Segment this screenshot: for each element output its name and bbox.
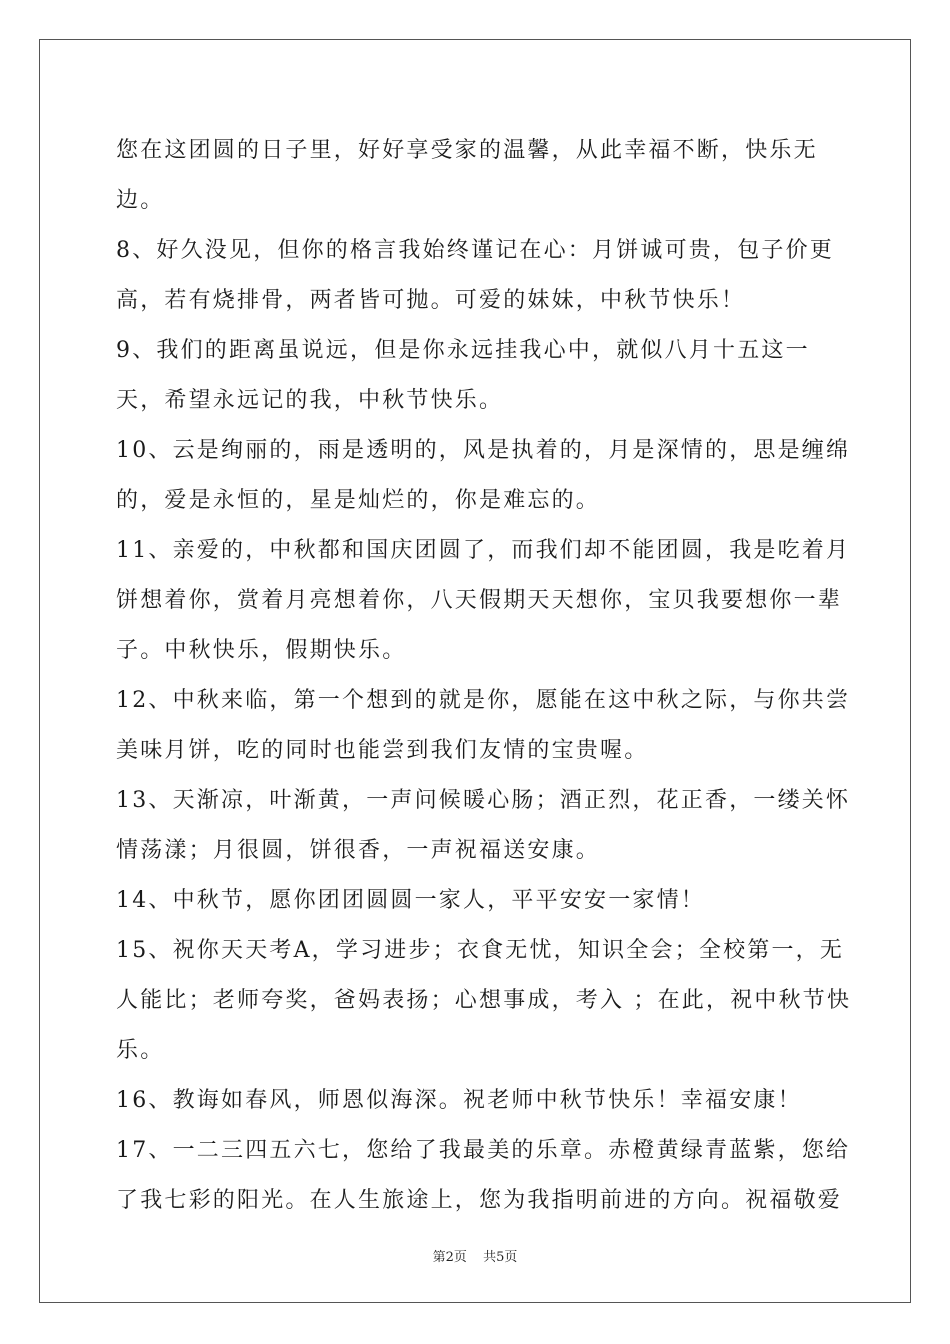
total-page-count: 共5页	[483, 1250, 518, 1265]
paragraph: 16、教诲如春风，师恩似海深。祝老师中秋节快乐！幸福安康！	[116, 1088, 802, 1113]
paragraph: 12、中秋来临，第一个想到的就是你，愿能在这中秋之际，与你共尝美味月饼，吃的同时也能尝到我们友情的宝贵喔。	[116, 688, 851, 763]
paragraph: 您在这团圆的日子里，好好享受家的温馨，从此幸福不断，快乐无边。	[116, 138, 818, 213]
paragraph: 11、亲爱的，中秋都和国庆团圆了，而我们却不能团圆，我是吃着月饼想着你，赏着月亮想着你，八天假期天天想你，宝贝我要想你一辈子。中秋快乐，假期快乐。	[116, 538, 851, 663]
page-footer	[0, 1246, 950, 1265]
paragraph: 17、一二三四五六七，您给了我最美的乐章。赤橙黄绿青蓝紫，您给了我七彩的阳光。在人生旅途上，您为我指明前进的方向。祝福敬爱	[116, 1138, 851, 1213]
document-body	[116, 126, 856, 1226]
paragraph: 13、天渐凉，叶渐黄，一声问候暖心肠；酒正烈，花正香，一缕关怀情荡漾；月很圆，饼很香，一声祝福送安康。	[116, 788, 851, 863]
paragraph: 14、中秋节，愿你团团圆圆一家人，平平安安一家情！	[116, 888, 705, 913]
paragraph: 15、祝你天天考A，学习进步；衣食无忧，知识全会；全校第一，无人能比；老师夸奖，爸妈表扬；心想事成，考入 ；在此，祝中秋节快乐。	[116, 938, 852, 1063]
paragraph: 8、好久没见，但你的格言我始终谨记在心：月饼诚可贵，包子价更高，若有烧排骨，两者皆可抛。可爱的妹妹，中秋节快乐！	[116, 238, 834, 313]
paragraph: 9、我们的距离虽说远，但是你永远挂我心中，就似八月十五这一天，希望永远记的我，中秋节快乐。	[116, 338, 810, 413]
paragraph: 10、云是绚丽的，雨是透明的，风是执着的，月是深情的，思是缠绵的，爱是永恒的，星是灿烂的，你是难忘的。	[116, 438, 851, 513]
current-page-number: 第2页	[432, 1250, 467, 1265]
